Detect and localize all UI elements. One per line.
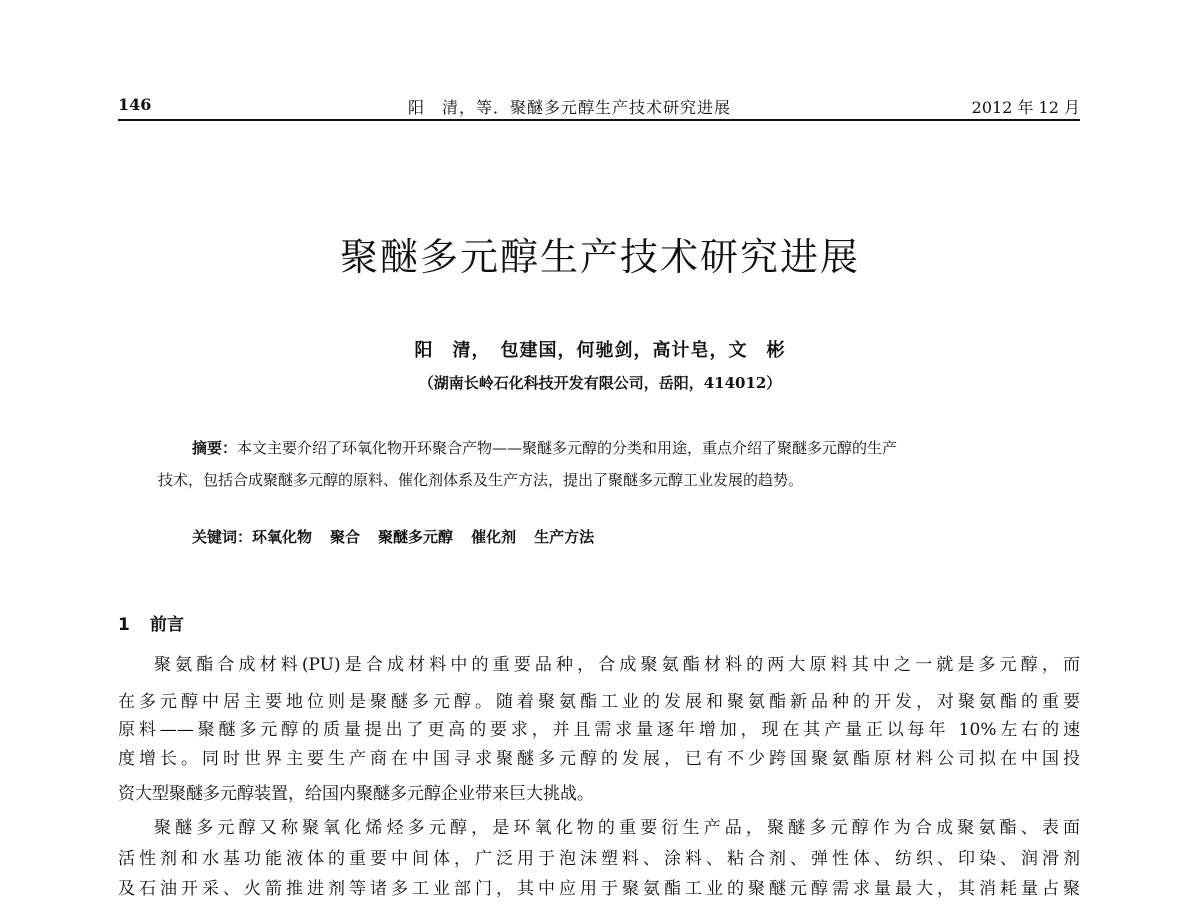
- paragraph-line: 活性剂和水基功能液体的重要中间体，广泛用于泡沫塑料、涂料、粘合剂、弹性体、纺织、印染、润滑剂: [118, 849, 1080, 869]
- page-number: 146: [118, 95, 152, 114]
- issue-date: 2012 年 12 月: [971, 98, 1080, 117]
- keyword: 生产方法: [534, 528, 595, 546]
- section-title: 前言: [149, 615, 184, 635]
- section-number: 1: [118, 615, 130, 635]
- keyword: 催化剂: [471, 528, 517, 546]
- author-list: 阳 清， 包建国，何驰剑，高计皂，文 彬: [414, 340, 786, 361]
- paragraph-line: 聚氨酯合成材料(PU)是合成材料中的重要品种，合成聚氨酯材料的两大原料其中之一就是多元醇，而: [154, 655, 1080, 675]
- header-rule: [118, 119, 1080, 121]
- paragraph-line: 度增长。同时世界主要生产商在中国寻求聚醚多元醇的发展，已有不少跨国聚氨酯原材料公司拟在中国投: [118, 749, 1080, 769]
- keywords: [192, 526, 612, 547]
- paragraph-line: 原料——聚醚多元醇的质量提出了更高的要求，并且需求量逐年增加，现在其产量正以每年 10%左右的速: [118, 720, 1080, 740]
- abstract-line-2: 技术，包括合成聚醚多元醇的原料、催化剂体系及生产方法，提出了聚醚多元醇工业发展的趋势。: [158, 471, 804, 489]
- running-title: 阳 清，等．聚醚多元醇生产技术研究进展: [408, 98, 732, 117]
- abstract: [158, 432, 1058, 496]
- abstract-label: 摘要：: [192, 439, 238, 457]
- paragraph-line: 资大型聚醚多元醇装置，给国内聚醚多元醇企业带来巨大挑战。: [118, 784, 594, 804]
- keyword: 聚合: [330, 528, 361, 546]
- paragraph-line: 聚醚多元醇又称聚氧化烯烃多元醇，是环氧化物的重要衍生产品，聚醚多元醇作为合成聚氨酯、表面: [154, 818, 1080, 838]
- running-header: [118, 95, 1080, 121]
- keyword: 环氧化物: [252, 528, 313, 546]
- affiliation: （湖南长岭石化科技开发有限公司，岳阳，414012）: [418, 374, 782, 392]
- abstract-text-1: 本文主要介绍了环氧化物开环聚合产物——聚醚多元醇的分类和用途，重点介绍了聚醚多元醇的生产: [237, 439, 898, 457]
- abstract-line-1: [158, 432, 1058, 464]
- section-heading: [118, 610, 184, 635]
- paper-title: 聚醚多元醇生产技术研究进展: [339, 235, 860, 279]
- keywords-label: 关键词：: [192, 528, 253, 546]
- paragraph-line: 及石油开采、火箭推进剂等诸多工业部门，其中应用于聚氨酯工业的聚醚元醇需求量最大，其消耗量占聚: [118, 879, 1080, 899]
- paragraph-line: 在多元醇中居主要地位则是聚醚多元醇。随着聚氨酯工业的发展和聚氨酯新品种的开发，对聚氨酯的重要: [118, 692, 1080, 712]
- keyword: 聚醚多元醇: [378, 528, 454, 546]
